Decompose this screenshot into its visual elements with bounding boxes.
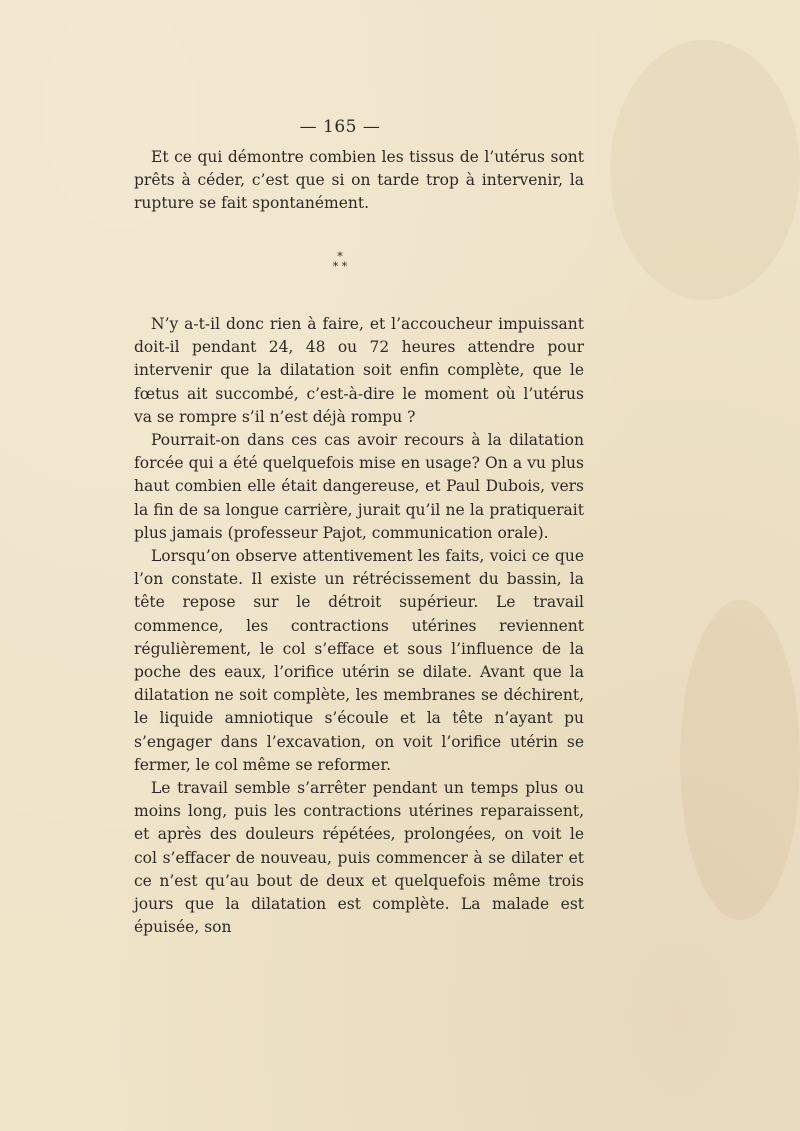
asterism-line-1: * — [337, 250, 343, 263]
paragraph: N’y a-t-il donc rien à faire, et l’accoucheur impuissant doit-il pendant 24, 48 ou 72 heures attendre pour intervenir que la dilatation soit enfin complète, que le fœtus ait succombé, c’est-à-dire le moment où l’utérus va se rompre s’il n’est déjà rompu ? — [134, 315, 584, 426]
paper-stain — [680, 600, 800, 920]
paragraph: Et ce qui démontre combien les tissus de l’utérus sont prêts à céder, c’est que si on tarde trop à intervenir, la rupture se fait spontanément. — [134, 148, 584, 213]
paragraph: Pourrait-on dans ces cas avoir recours à la dilatation forcée qui a été quelquefois mise en usage? On a vu plus haut combien elle était dangereuse, et Paul Dubois, vers la fin de sa longue carrière, jurait qu’il ne la pratiquerait plus jamais (professeur Pajot, communication orale). — [134, 431, 584, 542]
page-number: — 165 — — [299, 117, 381, 137]
asterism-ornament — [320, 252, 360, 272]
text-block-main — [134, 313, 584, 939]
paragraph: Le travail semble s’arrêter pendant un temps plus ou moins long, puis les contractions utérines reparaissent, et après des douleurs répétées, prolongées, on voit le col s’effacer de nouveau, puis commencer à se dilater et ce n’est qu’au bout de deux et quelquefois même trois jours que la dilatation est complète. La malade est épuisée, son — [134, 779, 584, 937]
paper-stain — [610, 40, 800, 300]
paragraph: Lorsqu’on observe attentivement les faits, voici ce que l’on constate. Il existe un rétrécissement du bassin, la tête repose sur le détroit supérieur. Le travail commence, les contractions utérines reviennent régulièrement, le col s’efface et sous l’influence de la poche des eaux, l’orifice utérin se dilate. Avant que la dilatation ne soit complète, les membranes se déchirent, le liquide amniotique s’écoule et la tête n’ayant pu s’engager dans l’excavation, on voit l’orifice utérin se fermer, le col même se reformer. — [134, 547, 584, 774]
asterism-line-2: * * — [332, 260, 348, 273]
text-block-top — [134, 146, 584, 216]
